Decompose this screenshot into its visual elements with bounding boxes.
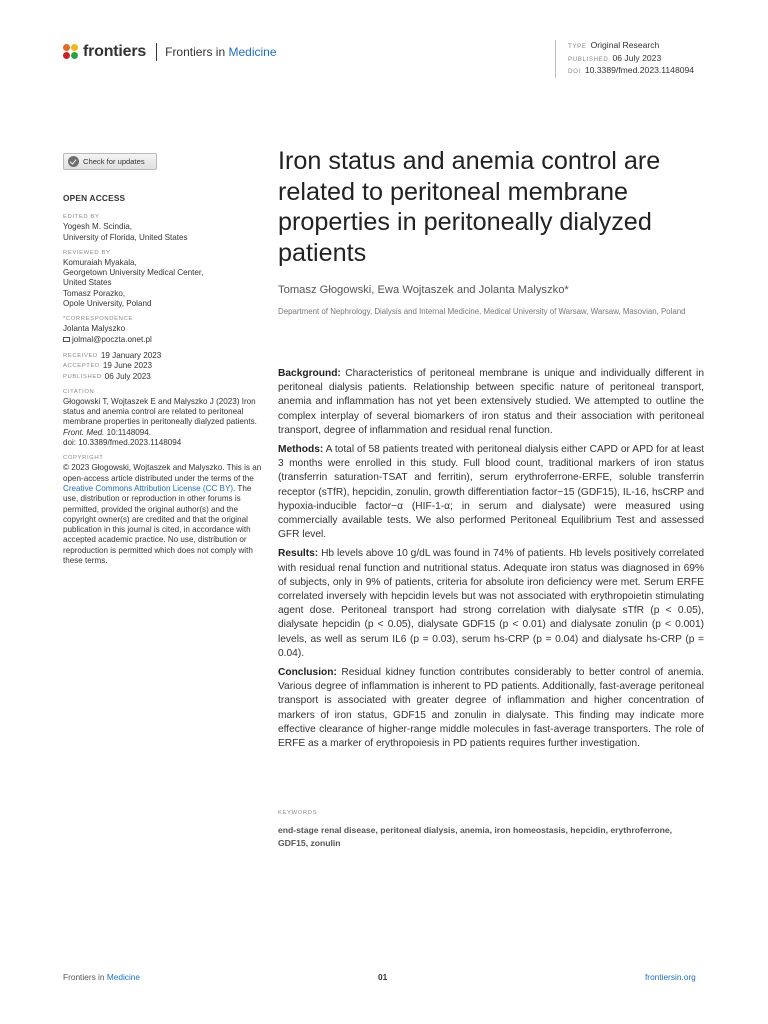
received-value: 19 January 2023 xyxy=(100,350,162,360)
mail-icon xyxy=(63,337,70,342)
citation-doi[interactable]: doi: 10.3389/fmed.2023.1148094 xyxy=(63,438,182,448)
reviewer-line: United States xyxy=(63,278,112,288)
abstract-results: Results: Hb levels above 10 g/dL was found in 74% of patients. Hb levels positively correlated with residual renal function and nutritional status. Adequate iron status was diagnosed in 69% of subjects, only in 9% of patients, criteria for absolute iron deficiency were met. Serum ERFE correlated inversely with hepcidin levels but was not associated with erythropoietin stimulating agent dose. Peritoneal transport had strong correlation with dialysate sTfR (p < 0.05), dialysate hepcidin (p < 0.05), dialysate GDF15 (p < 0.01) and dialysate zonulin (p < 0.001) levels, as well as serum IL6 (p = 0.03), serum hs-CRP (p = 0.04) and dialysate hs-CRP (p = 0.04). xyxy=(278,548,704,659)
copyright-label: COPYRIGHT xyxy=(63,455,104,462)
citation-label: CITATION xyxy=(63,388,95,395)
published-label: PUBLISHED xyxy=(63,373,102,380)
citation-text: Głogowski T, Wojtaszek E and Malyszko J (2023) Iron status and anemia control are related to peritoneal membrane properties in peritoneally dialyzed patients. Front. Med. 10:1148094. doi: 10.3389/fmed.2023.1148094 xyxy=(63,396,257,448)
background-heading: Background: xyxy=(278,368,341,379)
published-value: 06 July 2023 xyxy=(612,52,662,63)
keywords: end-stage renal disease, peritoneal dialysis, anemia, iron homeostasis, hepcidin, erythroferrone, GDF15, zonulin xyxy=(278,825,673,848)
doi-value[interactable]: 10.3389/fmed.2023.1148094 xyxy=(584,65,695,75)
check-icon xyxy=(68,156,79,167)
citation-journal: Front. Med. xyxy=(63,427,105,437)
copyright-section xyxy=(63,454,263,566)
edited-by-section xyxy=(63,213,263,243)
abstract-methods: Methods: A total of 58 patients treated with peritoneal dialysis either CAPD or APD for at least 3 months were enrolled in this study. Full blood count, traditional markers of iron status (transferrin saturation-TSAT and ferritin), serum erythroferrone-ERFE, soluble transferrin receptor (sTfR), hepcidin, zonulin, growth differentiation factor−15 (GDF15), IL-16, hsCRP and hypoxia-inducible factor−α (HIF-1-α; in serum and dialysate) were measured using commercially available tests. We also performed Peritoneal Equilibrium Test and assessed GFR level. xyxy=(278,444,704,541)
footer-journal: Frontiers in Medicine xyxy=(63,972,141,982)
correspondence-email[interactable]: jolmal@poczta.onet.pl xyxy=(72,334,152,344)
results-heading: Results: xyxy=(278,548,319,560)
methods-heading: Methods: xyxy=(278,444,324,456)
abstract xyxy=(278,367,704,756)
published-value: 06 July 2023 xyxy=(104,371,151,381)
check-for-updates-button[interactable] xyxy=(63,153,157,170)
reviewed-by-label: REVIEWED BY xyxy=(63,249,111,256)
correspondence-section xyxy=(63,315,263,345)
frontiers-logo-icon xyxy=(63,44,79,60)
type-label: TYPE xyxy=(568,43,587,50)
reviewer-line: Tomasz Porazko, xyxy=(63,288,126,298)
abstract-background: Background: Characteristics of peritoneal membrane is unique and individually different in peritoneal dialysis patients. Relationship between specific nature of peritoneal transport, anemia and inflammation has not yet been extensively studied. We attempted to outline the complex interplay of several biomarkers of iron status and their association with peritoneal transport, degree of inflammation and residual renal function. xyxy=(278,368,704,436)
copyright-text: © 2023 Głogowski, Wojtaszek and Malyszko. This is an open-access article distributed under the terms of the Creative Commons Attribution License (CC BY). The use, distribution or reproduction in other forums is permitted, provided the original author(s) and the copyright owner(s) are credited and that the original publication in this journal is cited, in accordance with accepted academic practice. No use, distribution or reproduction is permitted which does not comply with these terms. xyxy=(63,463,262,566)
accepted-value: 19 June 2023 xyxy=(102,361,152,371)
cc-license-link[interactable]: Creative Commons Attribution License (CC BY) xyxy=(63,483,234,493)
abstract-conclusion: Conclusion: Residual kidney function contributes considerably to better control of anemia. Various degree of inflammation is inherent to PD patients. Additionally, fast-average peritoneal transport is associated with greater degree of inflammation and higher concentration of markers of iron status, GDF15 and zonulin in dialysate. This finding may indicate more effective clearance of higher-range middle molecules in fast-average transporters. The role of ERFE as a marker of erythropoiesis in PD patients requires further investigation. xyxy=(278,667,704,750)
article-authors: Tomasz Głogowski, Ewa Wojtaszek and Jolanta Malyszko* xyxy=(278,284,569,296)
doi-label: DOI xyxy=(568,68,581,75)
accepted-label: ACCEPTED xyxy=(63,363,100,370)
editor-affiliation: University of Florida, United States xyxy=(63,232,188,242)
published-label: PUBLISHED xyxy=(568,55,609,63)
reviewed-by-section xyxy=(63,249,263,309)
type-value: Original Research xyxy=(590,40,660,50)
sidebar-info xyxy=(63,193,263,572)
open-access-label: OPEN ACCESS xyxy=(63,193,126,203)
article-meta xyxy=(555,40,694,78)
edited-by-label: EDITED BY xyxy=(63,214,100,221)
journal-title: Frontiers in Medicine xyxy=(165,45,277,59)
dates-section xyxy=(63,351,263,382)
reviewer-line: Komuraiah Myakala, xyxy=(63,257,137,267)
logo-divider xyxy=(156,43,157,61)
citation-section xyxy=(63,388,263,448)
article-title: Iron status and anemia control are related to peritoneal membrane properties in peritoneally dialyzed patients xyxy=(278,147,661,267)
conclusion-heading: Conclusion: xyxy=(278,667,337,679)
keywords-label: KEYWORDS xyxy=(278,810,318,816)
frontiers-logo[interactable] xyxy=(63,42,277,62)
received-label: RECEIVED xyxy=(63,352,98,359)
check-for-updates-label: Check for updates xyxy=(83,157,145,166)
correspondence-label: *CORRESPONDENCE xyxy=(63,316,133,323)
brand-name: frontiers xyxy=(83,43,147,60)
editor-name: Yogesh M. Scindia, xyxy=(63,222,132,232)
reviewer-line: Opole University, Poland xyxy=(63,299,152,309)
page-number: 01 xyxy=(378,972,388,982)
reviewer-line: Georgetown University Medical Center, xyxy=(63,268,204,278)
footer-site-link[interactable]: frontiersin.org xyxy=(645,972,696,982)
correspondence-name: Jolanta Malyszko xyxy=(63,324,126,334)
author-affiliation: Department of Nephrology, Dialysis and Internal Medicine, Medical University of Warsaw, Warsaw, Masovian, Poland xyxy=(278,307,686,316)
